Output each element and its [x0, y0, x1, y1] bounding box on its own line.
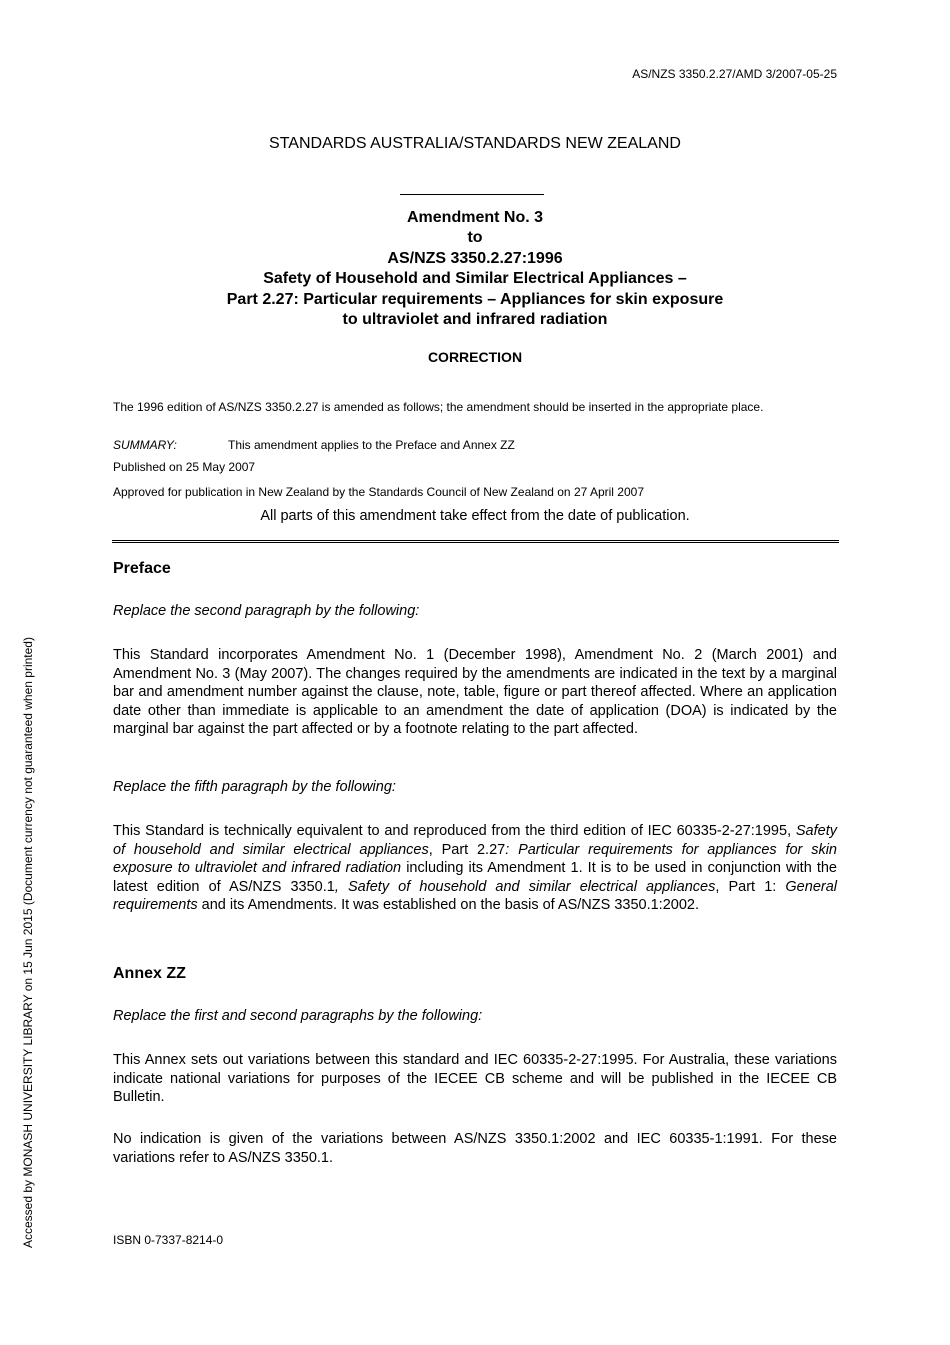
p2-part: and its Amendments. It was established on the basis of AS/NZS 3350.1:2002. — [197, 897, 699, 913]
title-line: Safety of Household and Similar Electrical Appliances – — [263, 270, 687, 288]
title-line: Amendment No. 3 — [406, 209, 543, 226]
annex-paragraph-1: This Annex sets out variations between this standard and IEC 60335-2-27:1995. For Australia, these variations indicate national variations for purposes of the IECEE CB scheme and will be published in the IECEE CB Bulletin. — [113, 1052, 837, 1105]
summary-label: SUMMARY: — [113, 438, 177, 452]
preface-paragraph-2 — [113, 822, 837, 915]
preface-paragraph-1: This Standard incorporates Amendment No. 1 (December 1998), Amendment No. 2 (March 2001) and Amendment No. 3 (May 2007). The changes required by the amendments are indicated in the text by a marginal bar and amendment number against the clause, note, table, figure or part thereof affected. Where an application date other than immediate is applicable to an amendment the date of application (DOA) is indicated by the marginal bar against the part affected or by a footnote relating to the part affected. — [113, 647, 837, 737]
isbn: ISBN 0-7337-8214-0 — [113, 1233, 224, 1247]
annex-instruction: Replace the first and second paragraphs by the following: — [113, 1008, 483, 1024]
p2-part: , Part 2.27 — [428, 841, 506, 858]
access-watermark: Accessed by MONASH UNIVERSITY LIBRARY on 15 Jun 2015 (Document currency not guaranteed when printed) — [21, 637, 35, 1248]
p2-part: : Particular requirements for appliances for skin exposure to ultraviolet and infrared radiation — [113, 841, 837, 876]
title-divider — [400, 194, 544, 195]
preface-heading: Preface — [113, 560, 171, 577]
preface-instruction-1: Replace the second paragraph by the following: — [113, 603, 420, 619]
p2-part: Safety of household and similar electrical appliances — [113, 823, 837, 858]
p2-part: , Part 1: — [715, 878, 786, 895]
p2-part: This Standard is technically equivalent to and reproduced from the third edition of IEC 60335-2-27:1995, — [113, 823, 796, 839]
p2-part: including its Amendment 1. It is to be used in conjunction with the latest edition of AS/NZS 3350.1 — [113, 860, 837, 895]
summary-text: This amendment applies to the Preface and Annex ZZ — [228, 438, 515, 452]
document-title — [0, 208, 950, 330]
effect-note: All parts of this amendment take effect from the date of publication. — [260, 508, 690, 524]
organization-name: STANDARDS AUSTRALIA/STANDARDS NEW ZEALAND — [269, 135, 681, 152]
title-line: to ultraviolet and infrared radiation — [342, 311, 608, 329]
annex-paragraph-2: No indication is given of the variations between AS/NZS 3350.1:2002 and IEC 60335-1:1991. For these variations refer to AS/NZS 3350.1. — [113, 1131, 837, 1166]
approval-note: Approved for publication in New Zealand by the Standards Council of New Zealand on 27 April 2007 — [113, 485, 644, 499]
published-date: Published on 25 May 2007 — [113, 460, 256, 474]
document-reference: AS/NZS 3350.2.27/AMD 3/2007-05-25 — [632, 67, 837, 81]
correction-label: CORRECTION — [427, 349, 523, 365]
title-line: to — [467, 229, 483, 247]
p2-part: , Safety of household and similar electrical appliances — [334, 878, 716, 895]
title-line: AS/NZS 3350.2.27:1996 — [387, 249, 563, 267]
intro-text: The 1996 edition of AS/NZS 3350.2.27 is amended as follows; the amendment should be inserted in the appropriate place. — [113, 400, 764, 414]
annex-heading: Annex ZZ — [113, 965, 186, 982]
section-divider — [112, 540, 839, 543]
p2-part: General requirements — [113, 878, 837, 913]
title-line: Part 2.27: Particular requirements – Appliances for skin exposure — [226, 290, 724, 308]
preface-instruction-2: Replace the fifth paragraph by the following: — [113, 779, 396, 795]
summary — [113, 438, 837, 453]
